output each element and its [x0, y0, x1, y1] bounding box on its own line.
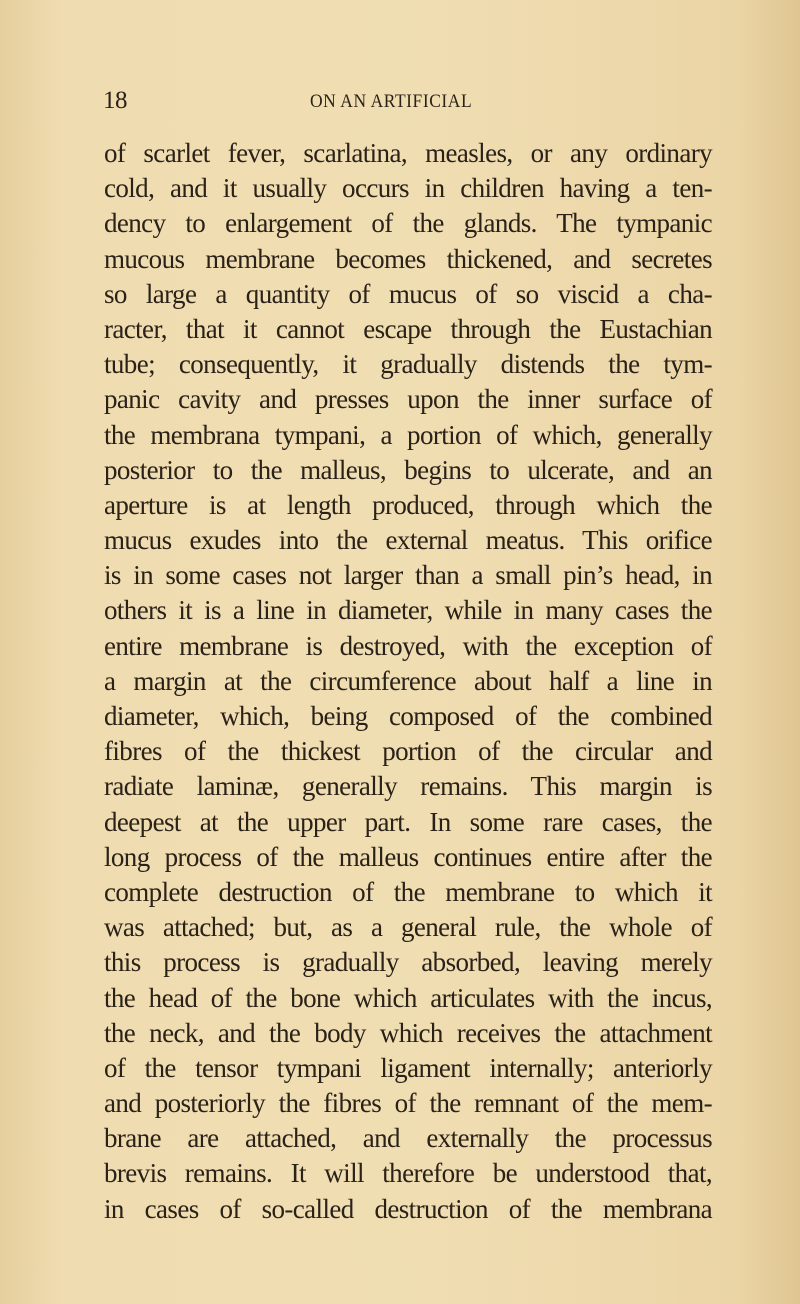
text-line: aperture is at length produced, through which the: [104, 489, 712, 520]
text-line: complete destruction of the membrane to which it: [104, 876, 712, 907]
text-line: in cases of so-called destruction of the membrana: [104, 1193, 712, 1224]
text-line: deepest at the upper part. In some rare cases, the: [104, 806, 712, 837]
body-text: [104, 136, 712, 1227]
text-line: racter, that it cannot escape through the Eustachian: [104, 313, 712, 344]
text-line: long process of the malleus continues entire after the: [104, 841, 712, 872]
text-line: is in some cases not larger than a small pin’s head, in: [104, 560, 712, 591]
text-line: was attached; but, as a general rule, the whole of: [104, 912, 712, 943]
text-line: entire membrane is destroyed, with the exception of: [104, 630, 712, 661]
text-line: so large a quantity of mucus of so viscid a cha-: [104, 278, 712, 309]
page-number: 18: [103, 87, 127, 114]
text-line: the membrana tympani, a portion of which, generally: [104, 419, 712, 450]
text-line: others it is a line in diameter, while in many cases the: [104, 595, 712, 626]
running-head: [103, 86, 703, 116]
text-line: this process is gradually absorbed, leaving merely: [104, 947, 712, 978]
text-line: and posteriorly the fibres of the remnant of the mem-: [104, 1088, 712, 1119]
text-line: mucous membrane becomes thickened, and secretes: [104, 243, 712, 274]
text-line: of scarlet fever, scarlatina, measles, or any ordinary: [104, 138, 712, 168]
text-line: cold, and it usually occurs in children having a ten-: [104, 173, 712, 204]
text-line: radiate laminæ, generally remains. This margin is: [104, 771, 712, 802]
text-line: tube; consequently, it gradually distends the tym-: [104, 349, 712, 380]
running-title: ON AN ARTIFICIAL: [310, 91, 473, 112]
text-line: posterior to the malleus, begins to ulcerate, and an: [104, 454, 712, 485]
text-line: dency to enlargement of the glands. The tympanic: [104, 208, 712, 239]
text-line: brevis remains. It will therefore be understood that,: [104, 1158, 712, 1189]
text-line: brane are attached, and externally the processus: [104, 1123, 712, 1154]
text-line: fibres of the thickest portion of the circular and: [104, 736, 712, 767]
text-line: panic cavity and presses upon the inner surface of: [104, 384, 712, 415]
text-line: the head of the bone which articulates with the incus,: [104, 982, 712, 1013]
text-line: a margin at the circumference about half a line in: [104, 665, 712, 696]
text-line: mucus exudes into the external meatus. This orifice: [104, 525, 712, 556]
text-line: of the tensor tympani ligament internally; anteriorly: [104, 1052, 712, 1083]
text-line: diameter, which, being composed of the combined: [104, 701, 712, 731]
text-line: the neck, and the body which receives the attachment: [104, 1017, 712, 1048]
